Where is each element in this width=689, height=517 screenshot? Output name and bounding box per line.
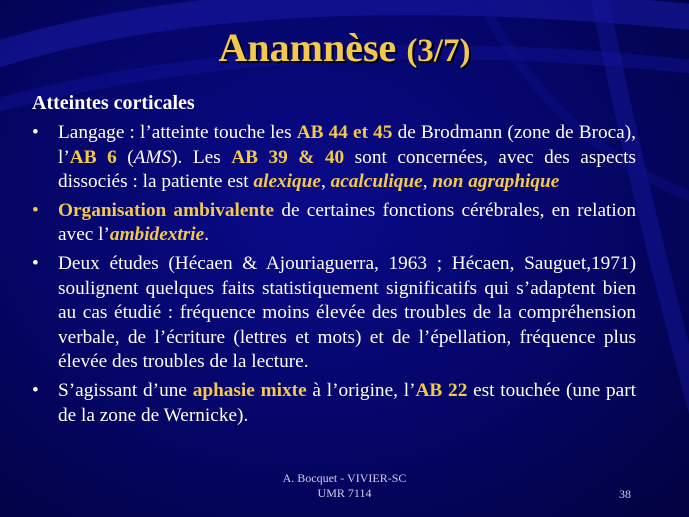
bullet-dot: • bbox=[32, 252, 39, 274]
page-number: 38 bbox=[619, 487, 631, 501]
bullet-etudes: • Deux études (Hécaen & Ajouriaguerra, 1963 ; Hécaen, Sauguet,1971) soulignent quelques faits statistiquement significatifs qui s’adaptent bien au cas étudié : fréquence moins élevée des troubles de la compréhension verbale, de l’écriture (lettres et mots) et de l’épellation, fréquence plus élevée des troubles de la lecture. bbox=[32, 252, 636, 373]
footer-author: A. Bocquet - VIVIER-SC bbox=[282, 471, 407, 485]
section-heading: Atteintes corticales bbox=[32, 92, 195, 114]
bullet-dot: • bbox=[32, 199, 39, 221]
footer-source bbox=[0, 471, 689, 501]
bullet-list bbox=[32, 121, 636, 432]
bullet-organisation: • Organisation ambivalente de certaines fonctions cérébrales, en relation avec l’ambidextrie. bbox=[32, 199, 636, 246]
bullet-dot: • bbox=[32, 122, 39, 143]
title-main: Anamnèse bbox=[218, 25, 407, 70]
bullet-langage: • Langage : l’atteinte touche les AB 44 et 45 de Brodmann (zone de Broca), l’AB 6 (AMS). Les AB 39 & 40 sont concernées, avec des aspects dissociés : la patiente est alexique, acalculique, non agraphique bbox=[32, 122, 636, 193]
slide-title bbox=[0, 22, 689, 77]
footer-unit: UMR 7114 bbox=[317, 486, 372, 500]
bullet-dot: • bbox=[32, 379, 39, 401]
title-part-number: (3/7) bbox=[406, 33, 471, 69]
bullet-aphasie: • S’agissant d’une aphasie mixte à l’origine, l’AB 22 est touchée (une part de la zone de Wernicke). bbox=[32, 379, 637, 426]
